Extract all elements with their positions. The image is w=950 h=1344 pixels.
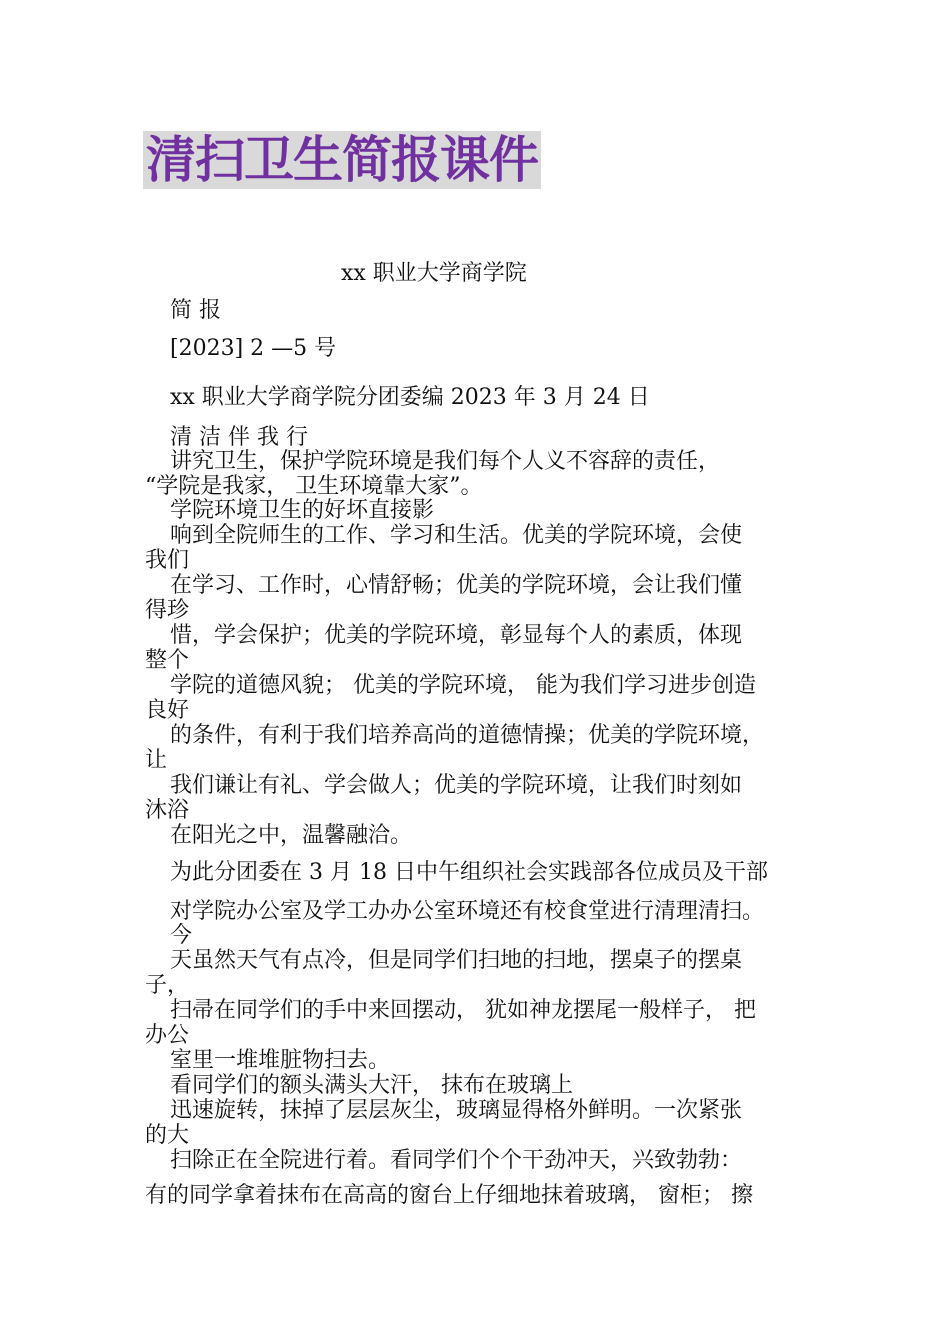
document-title: 清扫卫生简报课件 — [143, 131, 541, 189]
body-line: 讲究卫生，保护学院环境是我们每个人义不容辞的责任， — [170, 449, 721, 474]
org-name: xx 职业大学商学院 — [341, 261, 527, 286]
body-line: 对学院办公室及学工办办公室环境还有校食堂进行清理清扫。 — [170, 899, 765, 924]
body-line: 扫除正在全院进行着。看同学们个个干劲冲天，兴致勃勃： — [170, 1148, 743, 1173]
body-line: 让 — [145, 748, 168, 773]
body-line: 有的同学拿着抹布在高高的窗台上仔细地抹着玻璃， 窗柜； 擦 — [145, 1183, 753, 1208]
body-line: 学院环境卫生的好坏直接影 — [170, 498, 435, 523]
body-line: 子， — [145, 973, 190, 998]
body-line: 沐浴 — [145, 798, 190, 823]
body-line: 学院的道德风貌； 优美的学院环境， 能为我们学习进步创造 — [170, 673, 756, 698]
body-line: 看同学们的额头满头大汗， 抹布在玻璃上 — [170, 1073, 573, 1098]
brief-label: 简 报 — [170, 298, 221, 323]
body-line: 我们谦让有礼、学会做人；优美的学院环境，让我们时刻如 — [170, 773, 743, 798]
body-line: 我们 — [145, 548, 190, 573]
body-line: “学院是我家， 卫生环境靠大家”。 — [145, 474, 483, 499]
body-line: 迅速旋转，抹掉了层层灰尘，玻璃显得格外鲜明。一次紧张 — [170, 1098, 743, 1123]
body-line: 整个 — [145, 648, 190, 673]
body-line: 的条件，有利于我们培养高尚的道德情操；优美的学院环境， — [170, 723, 765, 748]
body-line: 惜，学会保护；优美的学院环境，彰显每个人的素质，体现 — [170, 623, 743, 648]
body-line: 得珍 — [145, 598, 190, 623]
editor-line: xx 职业大学商学院分团委编 2023 年 3 月 24 日 — [170, 385, 650, 410]
section-heading: 清 洁 伴 我 行 — [170, 425, 308, 450]
body-line: 响到全院师生的工作、学习和生活。优美的学院环境，会使 — [170, 523, 743, 548]
body-line: 良好 — [145, 698, 190, 723]
body-line: 在阳光之中，温馨融洽。 — [170, 823, 413, 848]
body-line: 在学习、工作时，心情舒畅；优美的学院环境，会让我们懂 — [170, 573, 743, 598]
body-line: 的大 — [145, 1123, 190, 1148]
body-line: 今 — [170, 923, 193, 948]
body-line: 扫帚在同学们的手中来回摆动， 犹如神龙摆尾一般样子， 把 — [170, 998, 756, 1023]
issue-number: [2023] 2 —5 号 — [170, 336, 337, 361]
body-line: 为此分团委在 3 月 18 日中午组织社会实践部各位成员及干部 — [170, 860, 768, 885]
body-line: 天虽然天气有点冷，但是同学们扫地的扫地，摆桌子的摆桌 — [170, 948, 743, 973]
body-line: 室里一堆堆脏物扫去。 — [170, 1048, 391, 1073]
body-line: 办公 — [145, 1023, 190, 1048]
